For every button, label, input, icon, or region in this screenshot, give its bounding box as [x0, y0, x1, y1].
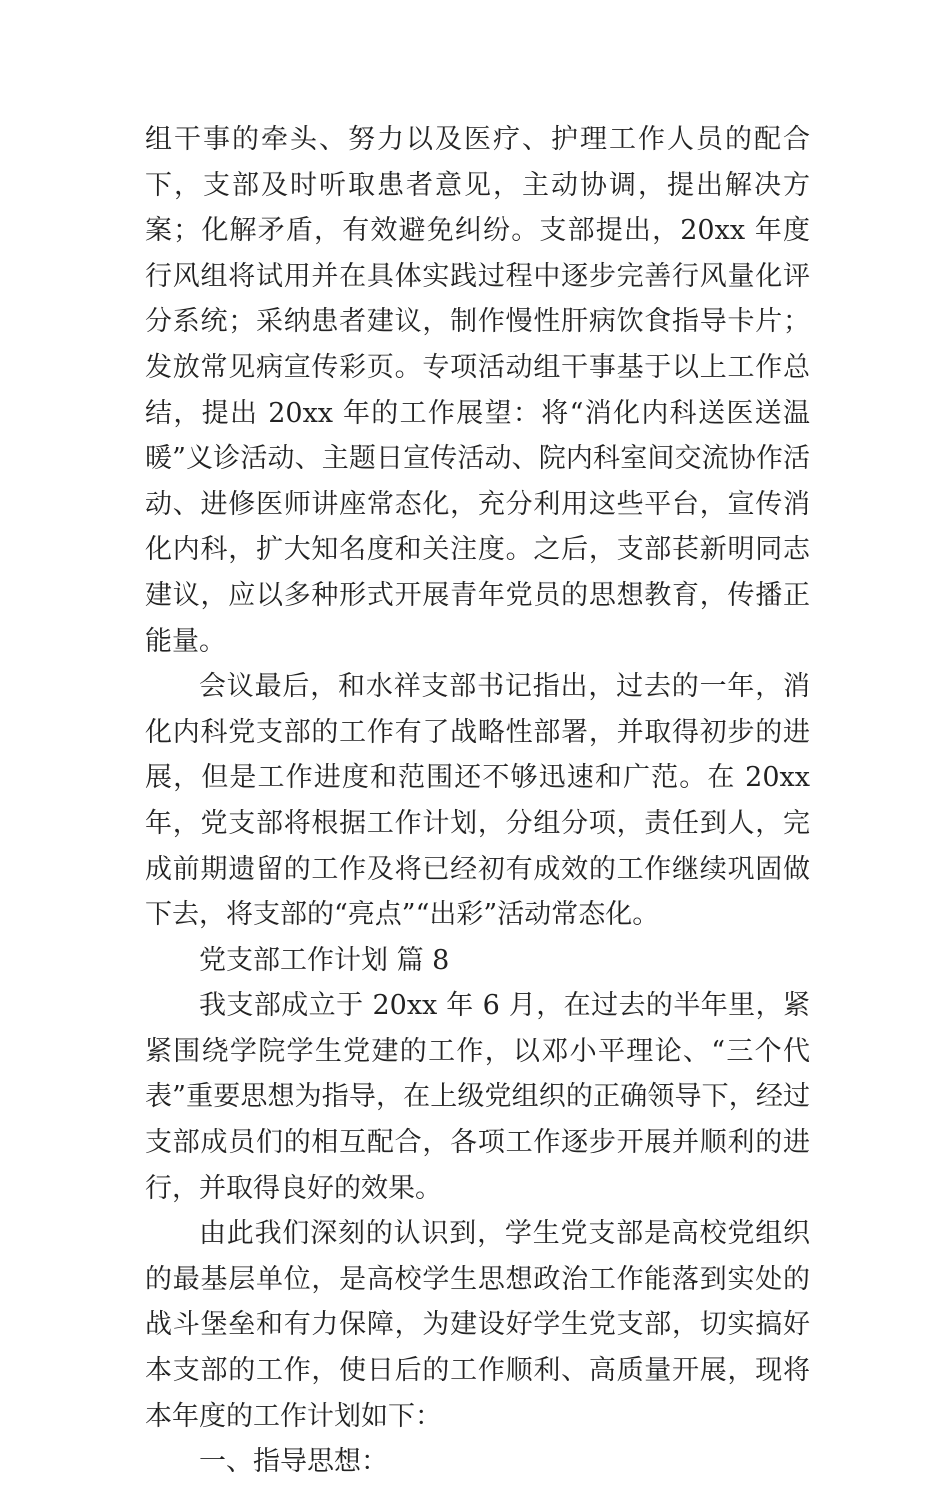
paragraph-branch-founding: 我支部成立于 20xx 年 6 月，在过去的半年里，紧紧围绕学院学生党建的工作，以邓小平理论、“三个代表”重要思想为指导，在上级党组织的正确领导下，经过支部成员们的相互配合，各项工作逐步开展并顺利的进行，并取得良好的效果。	[145, 990, 810, 1204]
body-text	[145, 117, 810, 1485]
paragraph-understanding: 由此我们深刻的认识到，学生党支部是高校党组织的最基层单位，是高校学生思想政治工作能落到实处的战斗堡垒和有力保障，为建设好学生党支部，切实搞好本支部的工作，使日后的工作顺利、高质量开展，现将本年度的工作计划如下：	[145, 1218, 810, 1432]
section-heading-plan-8: 党支部工作计划 篇 8	[199, 944, 450, 976]
subheading-guiding-ideology: 一、指导思想：	[199, 1446, 388, 1478]
paragraph-meeting-summary: 会议最后，和水祥支部书记指出，过去的一年，消化内科党支部的工作有了战略性部署，并取得初步的进展，但是工作进度和范围还不够迅速和广范。在 20xx 年，党支部将根据工作计划，分组分项，责任到人，完成前期遗留的工作及将已经初有成效的工作继续巩固做下去，将支部的“亮点”“出彩”活动常态化。	[145, 671, 810, 931]
paragraph-continued-from-previous-page: 组干事的牵头、努力以及医疗、护理工作人员的配合下，支部及时听取患者意见，主动协调，提出解决方案；化解矛盾，有效避免纠纷。支部提出，20xx 年度行风组将试用并在具体实践过程中逐步完善行风量化评分系统；采纳患者建议，制作慢性肝病饮食指导卡片；发放常见病宣传彩页。专项活动组干事基于以上工作总结，提出 20xx 年的工作展望：将“消化内科送医送温暖”义诊活动、主题日宣传活动、院内科室间交流协作活动、进修医师讲座常态化，充分利用这些平台，宣传消化内科，扩大知名度和关注度。之后，支部苌新明同志建议，应以多种形式开展青年党员的思想教育，传播正能量。	[145, 124, 810, 657]
